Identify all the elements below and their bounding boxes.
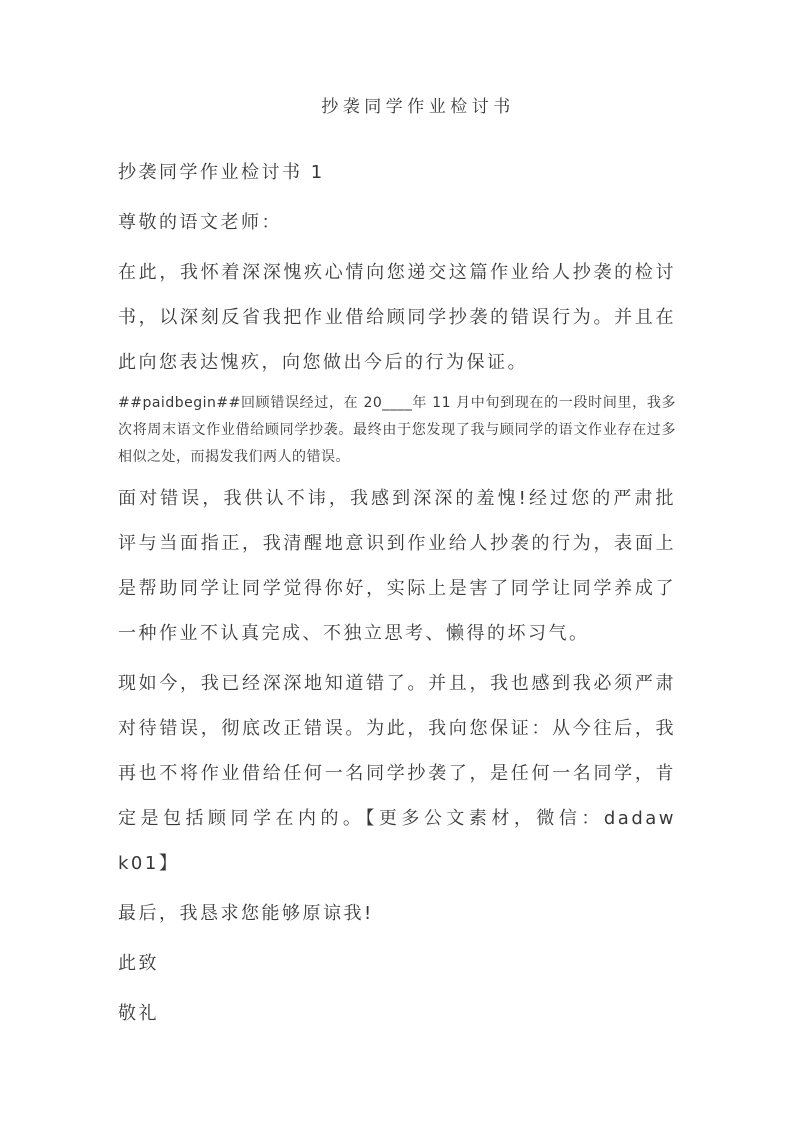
sign-off-cizhi: 此致 bbox=[118, 953, 159, 974]
sign-off-jingli: 敬礼 bbox=[118, 1003, 159, 1024]
section-heading: 抄袭同学作业检讨书 1 bbox=[118, 162, 325, 183]
paragraph-intro: 在此，我怀着深深愧疚心情向您递交这篇作业给人抄袭的检讨书，以深刻反省我把作业借给顾同学抄袭的错误行为。并且在此向您表达愧疚，向您做出今后的行为保证。 bbox=[118, 262, 676, 373]
salutation: 尊敬的语文老师： bbox=[118, 212, 282, 233]
paragraph-paidbegin-recall: ##paidbegin##回顾错误经过，在 20____年 11 月中旬到现在的一段时间里，我多次将周末语文作业借给顾同学抄袭。最终由于您发现了我与顾同学的语文作业存在过多相似之处，而揭发我们两人的错误。 bbox=[118, 395, 676, 465]
paragraph-promise: 现如今，我已经深深地知道错了。并且，我也感到我必须严肃对待错误，彻底改正错误。为此，我向您保证：从今往后，我再也不将作业借给任何一名同学抄袭了，是任何一名同学，肯定是包括顾同学在内的。【更多公文素材，微信：dadaw k01】 bbox=[118, 673, 676, 874]
paragraph-facing-mistake: 面对错误，我供认不讳，我感到深深的羞愧!经过您的严肃批评与当面指正，我清醒地意识到作业给人抄袭的行为，表面上是帮助同学让同学觉得你好，实际上是害了同学让同学养成了一种作业不认真完成、不独立思考、懒得的坏习气。 bbox=[118, 488, 676, 644]
closing-request: 最后，我恳求您能够原谅我! bbox=[118, 903, 374, 924]
document-title: 抄袭同学作业检讨书 bbox=[321, 97, 515, 117]
